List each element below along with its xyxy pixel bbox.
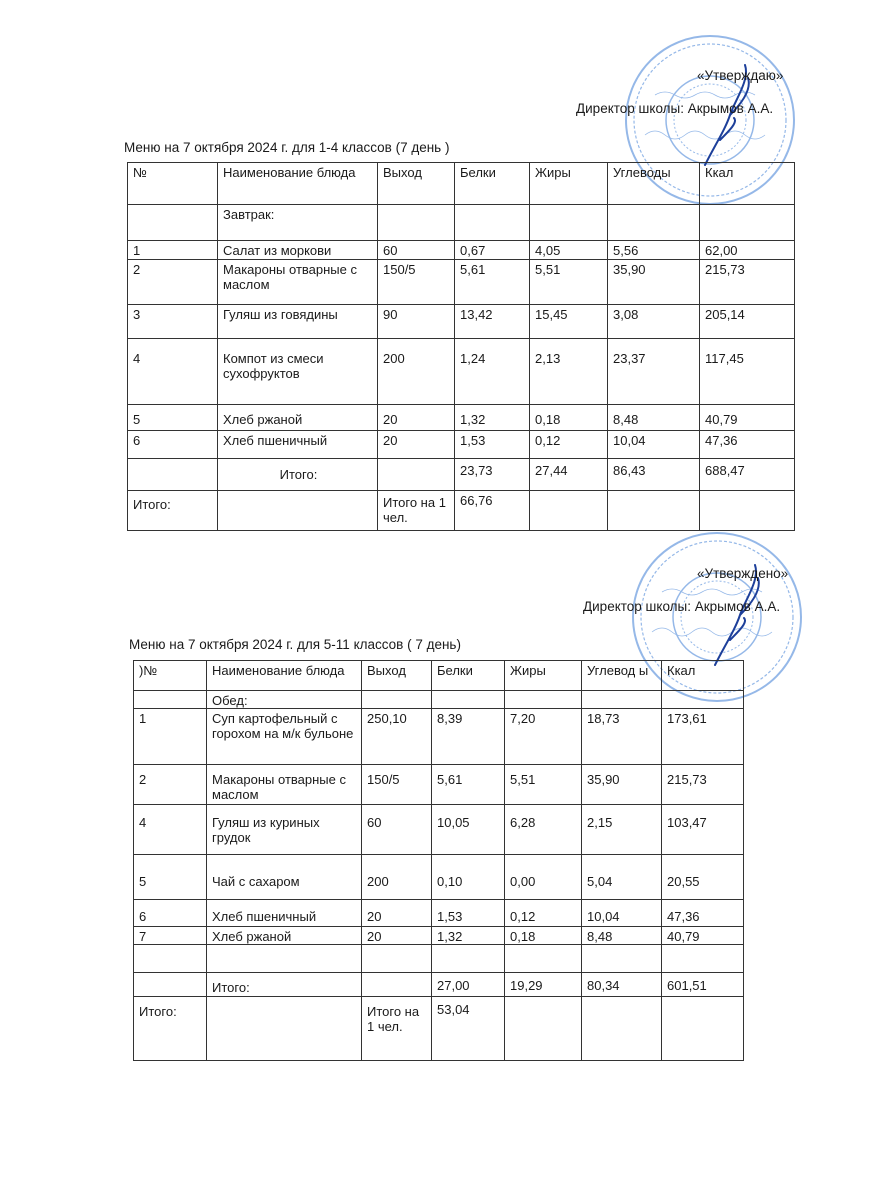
cell-kcal: 40,79 bbox=[700, 405, 795, 431]
cell-fat: 5,51 bbox=[505, 765, 582, 805]
cell-fat: 0,12 bbox=[530, 431, 608, 459]
total-label: Итого: bbox=[218, 459, 378, 491]
cell-kcal: 20,55 bbox=[662, 855, 744, 900]
cell-protein: 1,24 bbox=[455, 339, 530, 405]
cell-carbs: 23,37 bbox=[608, 339, 700, 405]
menu-title: Меню на 7 октября 2024 г. для 5-11 классов ( 7 день) bbox=[129, 637, 461, 652]
cell-fat: 7,20 bbox=[505, 709, 582, 765]
table-row bbox=[128, 241, 795, 260]
cell-no: 5 bbox=[128, 405, 218, 431]
cell-kcal: 47,36 bbox=[700, 431, 795, 459]
cell-fat: 5,51 bbox=[530, 260, 608, 305]
cell-kcal: 205,14 bbox=[700, 305, 795, 339]
per-person-caption: Итого на 1 чел. bbox=[378, 491, 455, 531]
table-row bbox=[128, 260, 795, 305]
cell-dish: Салат из моркови bbox=[218, 241, 378, 260]
cell-dish: Хлеб ржаной bbox=[207, 927, 362, 945]
cell-fat: 0,12 bbox=[505, 900, 582, 927]
cell-yield: 20 bbox=[362, 900, 432, 927]
cell-fat: 2,13 bbox=[530, 339, 608, 405]
per-person-row bbox=[134, 997, 744, 1061]
cell-no: 6 bbox=[134, 900, 207, 927]
cell-protein: 1,32 bbox=[455, 405, 530, 431]
approval-heading: «Утверждаю» bbox=[697, 68, 784, 83]
cell-protein: 10,05 bbox=[432, 805, 505, 855]
cell-carbs: 10,04 bbox=[582, 900, 662, 927]
section-row bbox=[134, 691, 744, 709]
total-protein: 23,73 bbox=[455, 459, 530, 491]
cell-yield: 150/5 bbox=[378, 260, 455, 305]
cell-yield: 200 bbox=[362, 855, 432, 900]
cell-kcal: 103,47 bbox=[662, 805, 744, 855]
total-kcal: 688,47 bbox=[700, 459, 795, 491]
cell-carbs: 8,48 bbox=[582, 927, 662, 945]
cell-kcal: 47,36 bbox=[662, 900, 744, 927]
cell-fat: 0,18 bbox=[505, 927, 582, 945]
table-row bbox=[134, 765, 744, 805]
cell-no: 4 bbox=[134, 805, 207, 855]
cell-fat: 6,28 bbox=[505, 805, 582, 855]
header-cell: № bbox=[128, 163, 218, 205]
per-person-value: 53,04 bbox=[432, 997, 505, 1061]
cell-carbs: 5,04 bbox=[582, 855, 662, 900]
cell-dish: Чай с сахаром bbox=[207, 855, 362, 900]
total-kcal: 601,51 bbox=[662, 973, 744, 997]
table-row bbox=[128, 431, 795, 459]
cell-no: 5 bbox=[134, 855, 207, 900]
cell-yield: 250,10 bbox=[362, 709, 432, 765]
cell-dish: Суп картофельный с горохом на м/к бульоне bbox=[207, 709, 362, 765]
cell-kcal: 40,79 bbox=[662, 927, 744, 945]
cell-protein: 5,61 bbox=[455, 260, 530, 305]
table-row bbox=[128, 305, 795, 339]
menu-table-5-11 bbox=[133, 660, 744, 1061]
header-cell: Жиры bbox=[530, 163, 608, 205]
cell-protein: 5,61 bbox=[432, 765, 505, 805]
empty-row bbox=[134, 945, 744, 973]
cell-protein: 13,42 bbox=[455, 305, 530, 339]
cell-carbs: 35,90 bbox=[608, 260, 700, 305]
cell-dish: Компот из смеси сухофруктов bbox=[218, 339, 378, 405]
total-protein: 27,00 bbox=[432, 973, 505, 997]
cell-dish: Хлеб пшеничный bbox=[218, 431, 378, 459]
cell-yield: 200 bbox=[378, 339, 455, 405]
cell-dish: Хлеб ржаной bbox=[218, 405, 378, 431]
per-person-value: 66,76 bbox=[455, 491, 530, 531]
cell-fat: 0,18 bbox=[530, 405, 608, 431]
section-label: Обед: bbox=[207, 691, 362, 709]
cell-dish: Гуляш из куриных грудок bbox=[207, 805, 362, 855]
header-cell: Углеводы bbox=[608, 163, 700, 205]
header-cell: Наименование блюда bbox=[218, 163, 378, 205]
cell-yield: 20 bbox=[378, 405, 455, 431]
cell-protein: 0,10 bbox=[432, 855, 505, 900]
cell-kcal: 173,61 bbox=[662, 709, 744, 765]
section-row bbox=[128, 205, 795, 241]
total-carbs: 86,43 bbox=[608, 459, 700, 491]
cell-dish: Гуляш из говядины bbox=[218, 305, 378, 339]
approval-director: Директор школы: Акрымов А.А. bbox=[583, 599, 781, 614]
cell-protein: 0,67 bbox=[455, 241, 530, 260]
approval-director: Директор школы: Акрымов А.А. bbox=[576, 101, 774, 116]
table-row bbox=[134, 709, 744, 765]
total-carbs: 80,34 bbox=[582, 973, 662, 997]
cell-no: 4 bbox=[128, 339, 218, 405]
cell-carbs: 18,73 bbox=[582, 709, 662, 765]
cell-kcal: 117,45 bbox=[700, 339, 795, 405]
cell-carbs: 3,08 bbox=[608, 305, 700, 339]
cell-carbs: 10,04 bbox=[608, 431, 700, 459]
table-row bbox=[128, 405, 795, 431]
cell-carbs: 8,48 bbox=[608, 405, 700, 431]
cell-carbs: 35,90 bbox=[582, 765, 662, 805]
cell-kcal: 62,00 bbox=[700, 241, 795, 260]
per-person-row bbox=[128, 491, 795, 531]
cell-protein: 1,32 bbox=[432, 927, 505, 945]
table-row bbox=[134, 855, 744, 900]
header-cell: Ккал bbox=[662, 661, 744, 691]
section-label: Завтрак: bbox=[218, 205, 378, 241]
cell-fat: 0,00 bbox=[505, 855, 582, 900]
header-cell: Жиры bbox=[505, 661, 582, 691]
cell-no: 2 bbox=[134, 765, 207, 805]
cell-protein: 1,53 bbox=[432, 900, 505, 927]
cell-protein: 8,39 bbox=[432, 709, 505, 765]
menu-table-1-4 bbox=[127, 162, 795, 531]
cell-no: 7 bbox=[134, 927, 207, 945]
table-row bbox=[134, 927, 744, 945]
cell-yield: 150/5 bbox=[362, 765, 432, 805]
header-cell: Выход bbox=[378, 163, 455, 205]
header-cell: Белки bbox=[432, 661, 505, 691]
cell-fat: 15,45 bbox=[530, 305, 608, 339]
header-cell: )№ bbox=[134, 661, 207, 691]
cell-dish: Макароны отварные с маслом bbox=[207, 765, 362, 805]
header-cell: Углевод ы bbox=[582, 661, 662, 691]
cell-kcal: 215,73 bbox=[700, 260, 795, 305]
cell-carbs: 5,56 bbox=[608, 241, 700, 260]
table-header-row bbox=[134, 661, 744, 691]
total-row bbox=[128, 459, 795, 491]
total-fat: 19,29 bbox=[505, 973, 582, 997]
cell-dish: Хлеб пшеничный bbox=[207, 900, 362, 927]
cell-dish: Макароны отварные с маслом bbox=[218, 260, 378, 305]
total-label: Итого: bbox=[207, 973, 362, 997]
header-cell: Наименование блюда bbox=[207, 661, 362, 691]
cell-no: 3 bbox=[128, 305, 218, 339]
cell-carbs: 2,15 bbox=[582, 805, 662, 855]
cell-yield: 20 bbox=[362, 927, 432, 945]
table-row bbox=[134, 900, 744, 927]
cell-no: 6 bbox=[128, 431, 218, 459]
total-row bbox=[134, 973, 744, 997]
cell-no: 1 bbox=[128, 241, 218, 260]
cell-yield: 90 bbox=[378, 305, 455, 339]
per-person-caption: Итого на 1 чел. bbox=[362, 997, 432, 1061]
table-row bbox=[134, 805, 744, 855]
table-row bbox=[128, 339, 795, 405]
total-fat: 27,44 bbox=[530, 459, 608, 491]
approval-heading: «Утверждено» bbox=[697, 566, 789, 581]
per-person-label: Итого: bbox=[128, 491, 218, 531]
cell-protein: 1,53 bbox=[455, 431, 530, 459]
cell-fat: 4,05 bbox=[530, 241, 608, 260]
per-person-label: Итого: bbox=[134, 997, 207, 1061]
header-cell: Белки bbox=[455, 163, 530, 205]
menu-title: Меню на 7 октября 2024 г. для 1-4 классов (7 день ) bbox=[124, 140, 450, 155]
cell-yield: 60 bbox=[378, 241, 455, 260]
header-cell: Ккал bbox=[700, 163, 795, 205]
table-header-row bbox=[128, 163, 795, 205]
cell-no: 1 bbox=[134, 709, 207, 765]
cell-yield: 20 bbox=[378, 431, 455, 459]
cell-kcal: 215,73 bbox=[662, 765, 744, 805]
cell-no: 2 bbox=[128, 260, 218, 305]
cell-yield: 60 bbox=[362, 805, 432, 855]
header-cell: Выход bbox=[362, 661, 432, 691]
